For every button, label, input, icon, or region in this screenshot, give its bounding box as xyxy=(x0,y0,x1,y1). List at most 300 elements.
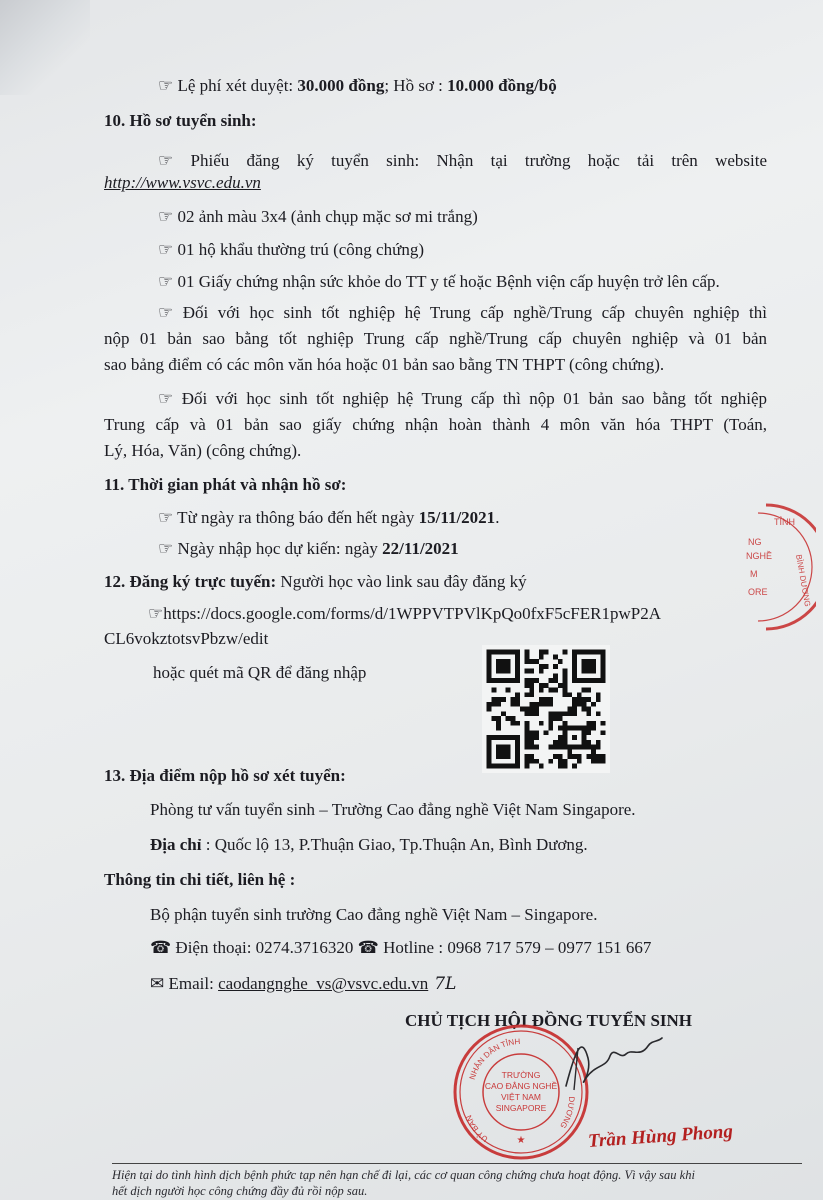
qr-module xyxy=(586,711,591,716)
qr-module xyxy=(496,749,501,754)
stamp-line-1: TRƯỜNG xyxy=(501,1070,541,1080)
sec10-item-health: ☞ 01 Giấy chứng nhận sức khỏe do TT y tế hoặc Bệnh viện cấp huyện trở lên cấp. xyxy=(158,272,720,291)
qr-module xyxy=(596,711,601,716)
contact-email-label: ✉ Email: xyxy=(150,974,219,993)
qr-module xyxy=(567,711,572,716)
qr-module xyxy=(596,759,601,764)
qr-module xyxy=(525,754,530,759)
qr-module xyxy=(525,740,530,745)
qr-module xyxy=(487,759,492,764)
qr-module xyxy=(506,664,511,669)
qr-module xyxy=(558,659,563,664)
qr-module xyxy=(529,702,534,707)
qr-module xyxy=(582,669,587,674)
qr-module xyxy=(544,683,549,688)
qr-module xyxy=(487,702,492,707)
qr-module xyxy=(553,711,558,716)
qr-module xyxy=(539,697,544,702)
qr-module xyxy=(501,678,506,683)
qr-module xyxy=(572,754,577,759)
sec11-deadline-end: . xyxy=(495,508,500,527)
section-12 xyxy=(104,572,527,592)
sec13-address xyxy=(150,835,588,855)
qr-module xyxy=(539,721,544,726)
qr-module xyxy=(539,654,544,659)
footnote-line-2: hết dịch người học công chứng đầy đủ rồi nộp sau. xyxy=(112,1184,368,1198)
qr-module xyxy=(539,650,544,655)
qr-module xyxy=(501,711,506,716)
sec10-item-intermediate-3: Lý, Hóa, Văn) (công chứng). xyxy=(104,441,302,460)
qr-module xyxy=(496,702,501,707)
qr-module xyxy=(558,683,563,688)
qr-module xyxy=(525,650,530,655)
qr-module xyxy=(515,678,520,683)
qr-module xyxy=(586,697,591,702)
qr-module xyxy=(487,650,492,655)
qr-module xyxy=(582,730,587,735)
qr-module xyxy=(582,650,587,655)
footnote-line-1: Hiện tại do tình hình dịch bệnh phức tạp nên hạn chế đi lại, các cơ quan công chứng chưa hoạt động. Vì vậy sau khi xyxy=(112,1168,695,1182)
qr-module xyxy=(586,754,591,759)
qr-module xyxy=(553,745,558,750)
qr-module xyxy=(591,726,596,731)
side-stamp-line-2: NGHỀ xyxy=(746,551,773,561)
qr-module xyxy=(491,678,496,683)
qr-module xyxy=(601,650,606,655)
qr-module xyxy=(529,759,534,764)
qr-module xyxy=(582,678,587,683)
sec10-item-form: ☞ Phiếu đăng ký tuyển sinh: Nhận tại trường hoặc tải trên website xyxy=(158,151,767,170)
qr-module xyxy=(496,754,501,759)
qr-module xyxy=(539,669,544,674)
qr-module xyxy=(577,650,582,655)
qr-module xyxy=(596,692,601,697)
section-11-title: 11. Thời gian phát và nhận hồ sơ: xyxy=(104,475,347,494)
qr-module xyxy=(534,735,539,740)
qr-module xyxy=(491,716,496,721)
qr-module xyxy=(601,664,606,669)
qr-module xyxy=(591,749,596,754)
qr-module xyxy=(601,669,606,674)
qr-module xyxy=(586,726,591,731)
qr-module xyxy=(553,664,558,669)
qr-module xyxy=(510,702,515,707)
qr-module xyxy=(558,745,563,750)
qr-module xyxy=(510,650,515,655)
qr-module xyxy=(582,688,587,693)
qr-module xyxy=(501,659,506,664)
qr-module xyxy=(582,745,587,750)
qr-module xyxy=(553,654,558,659)
qr-module xyxy=(544,730,549,735)
qr-module xyxy=(548,745,553,750)
qr-module xyxy=(534,659,539,664)
qr-module xyxy=(563,683,568,688)
qr-module xyxy=(491,697,496,702)
qr-module xyxy=(591,745,596,750)
qr-module xyxy=(529,678,534,683)
qr-module xyxy=(553,716,558,721)
qr-module xyxy=(544,702,549,707)
qr-module xyxy=(506,754,511,759)
side-stamp-right: BÌNH DƯƠNG xyxy=(794,553,813,608)
qr-module xyxy=(525,764,530,769)
qr-module xyxy=(525,721,530,726)
qr-module xyxy=(534,730,539,735)
stamp-top-arc: NHÂN DÂN TỈNH xyxy=(467,1036,521,1081)
qr-module xyxy=(487,654,492,659)
section-10-title: 10. Hồ sơ tuyển sinh: xyxy=(104,111,257,130)
qr-module xyxy=(491,650,496,655)
qr-module xyxy=(501,735,506,740)
qr-module xyxy=(487,735,492,740)
qr-module xyxy=(506,688,511,693)
qr-module xyxy=(572,664,577,669)
qr-module xyxy=(572,678,577,683)
qr-module xyxy=(563,673,568,678)
registration-link-2[interactable]: CL6vokztotsvPbzw/edit xyxy=(104,629,269,648)
qr-module xyxy=(567,754,572,759)
qr-module xyxy=(563,730,568,735)
qr-module xyxy=(548,678,553,683)
qr-module xyxy=(506,716,511,721)
qr-module xyxy=(529,683,534,688)
qr-module xyxy=(501,745,506,750)
sec11-enrollment-date: 22/11/2021 xyxy=(382,539,459,558)
fee-label: ☞ Lệ phí xét duyệt: xyxy=(158,76,298,95)
qr-module xyxy=(525,759,530,764)
fee-line xyxy=(158,76,557,96)
qr-module xyxy=(577,702,582,707)
qr-module xyxy=(591,669,596,674)
qr-module xyxy=(577,759,582,764)
qr-module xyxy=(525,745,530,750)
qr-module xyxy=(601,754,606,759)
stamp-line-4: SINGAPORE xyxy=(495,1103,547,1113)
qr-module xyxy=(567,692,572,697)
sec10-item-vocational-2: nộp 01 bản sao bằng tốt nghiệp Trung cấp nghề/Trung cấp chuyên nghiệp và 01 bản xyxy=(104,329,767,348)
qr-module xyxy=(553,740,558,745)
qr-module xyxy=(501,754,506,759)
qr-module xyxy=(548,721,553,726)
qr-module xyxy=(586,664,591,669)
qr-module xyxy=(515,721,520,726)
qr-module xyxy=(525,711,530,716)
fee-profile: 10.000 đồng/bộ xyxy=(447,76,557,95)
qr-module xyxy=(586,659,591,664)
qr-module xyxy=(577,697,582,702)
qr-module xyxy=(510,697,515,702)
qr-module xyxy=(596,754,601,759)
qr-module xyxy=(563,764,568,769)
qr-module xyxy=(558,716,563,721)
qr-module xyxy=(510,764,515,769)
signatory-name: Trần Hùng Phong xyxy=(587,1120,734,1153)
qr-module xyxy=(572,697,577,702)
stamp-line-2: CAO ĐẲNG NGHỀ xyxy=(484,1081,558,1091)
qr-module xyxy=(496,659,501,664)
qr-module xyxy=(529,745,534,750)
qr-module xyxy=(487,664,492,669)
qr-module xyxy=(515,702,520,707)
qr-module xyxy=(563,735,568,740)
qr-module xyxy=(529,740,534,745)
qr-module xyxy=(548,711,553,716)
qr-module xyxy=(572,707,577,712)
qr-module xyxy=(529,688,534,693)
qr-module xyxy=(496,716,501,721)
sec11-deadline xyxy=(158,508,499,528)
qr-module xyxy=(496,678,501,683)
qr-module xyxy=(572,673,577,678)
qr-module xyxy=(515,697,520,702)
qr-module xyxy=(558,740,563,745)
section-12-text: Người học vào link sau đây đăng ký xyxy=(276,572,527,591)
qr-module xyxy=(496,735,501,740)
qr-module xyxy=(510,678,515,683)
qr-module xyxy=(553,754,558,759)
qr-module xyxy=(506,735,511,740)
qr-module xyxy=(534,759,539,764)
qr-module xyxy=(601,654,606,659)
contact-email[interactable]: caodangnghe_vs@vsvc.edu.vn xyxy=(218,974,429,993)
qr-module xyxy=(487,659,492,664)
qr-module xyxy=(563,678,568,683)
qr-module xyxy=(553,673,558,678)
qr-module xyxy=(487,678,492,683)
signatory-title: CHỦ TỊCH HỘI ĐỒNG TUYỂN SINH xyxy=(405,1011,693,1030)
qr-module xyxy=(591,678,596,683)
qr-module xyxy=(558,764,563,769)
qr-module xyxy=(572,659,577,664)
qr-module xyxy=(525,730,530,735)
contact-email-line xyxy=(150,974,456,994)
sec11-deadline-date: 15/11/2021 xyxy=(418,508,496,527)
qr-module xyxy=(563,726,568,731)
qr-module xyxy=(491,735,496,740)
sec10-item-vocational-3: sao bảng điểm có các môn văn hóa hoặc 01 bản sao bằng TN THPT (công chứng). xyxy=(104,355,665,374)
qr-module xyxy=(501,650,506,655)
qr-module xyxy=(558,754,563,759)
qr-module xyxy=(529,669,534,674)
qr-module xyxy=(487,749,492,754)
sec11-enrollment xyxy=(158,539,459,559)
qr-module xyxy=(572,669,577,674)
qr-module xyxy=(529,707,534,712)
qr-instruction: hoặc quét mã QR để đăng nhập xyxy=(153,663,367,682)
sec10-item-vocational-1: ☞ Đối với học sinh tốt nghiệp hệ Trung cấp nghề/Trung cấp chuyên nghiệp thì xyxy=(158,303,767,322)
qr-module xyxy=(586,669,591,674)
qr-module xyxy=(491,702,496,707)
qr-module xyxy=(525,659,530,664)
qr-module xyxy=(487,740,492,745)
qr-module xyxy=(525,735,530,740)
qr-module xyxy=(586,745,591,750)
qr-module xyxy=(596,678,601,683)
qr-module xyxy=(525,678,530,683)
qr-module xyxy=(491,688,496,693)
registration-link-1[interactable]: ☞https://docs.google.com/forms/d/1WPPVTPVlKpQo0fxF5cFER1pwP2A xyxy=(148,604,661,623)
qr-module xyxy=(563,692,568,697)
qr-module xyxy=(529,711,534,716)
side-stamp-line-3: M xyxy=(750,569,758,579)
qr-module xyxy=(572,735,577,740)
page-fold-shadow xyxy=(0,0,90,95)
qr-module xyxy=(567,745,572,750)
qr-module xyxy=(515,754,520,759)
fee-amount: 30.000 đồng xyxy=(297,76,385,95)
qr-module xyxy=(586,688,591,693)
qr-module xyxy=(601,721,606,726)
sec13-office: Phòng tư vấn tuyển sinh – Trường Cao đẳng nghề Việt Nam Singapore. xyxy=(150,800,636,819)
qr-module xyxy=(572,654,577,659)
qr-module xyxy=(572,764,577,769)
footnote xyxy=(112,1163,802,1199)
qr-module xyxy=(539,683,544,688)
handwritten-initials: 7L xyxy=(434,974,457,994)
qr-module xyxy=(582,697,587,702)
qr-module xyxy=(506,764,511,769)
qr-module xyxy=(501,749,506,754)
qr-module xyxy=(591,664,596,669)
qr-module xyxy=(525,669,530,674)
qr-module xyxy=(558,726,563,731)
contact-phone: ☎ Điện thoại: 0274.3716320 ☎ Hotline : 0968 717 579 – 0977 151 667 xyxy=(150,938,652,957)
qr-module xyxy=(525,654,530,659)
qr-module xyxy=(582,726,587,731)
qr-module xyxy=(506,659,511,664)
sec10-item-household: ☞ 01 hộ khẩu thường trú (công chứng) xyxy=(158,240,424,259)
stamp-star-icon: ★ xyxy=(516,1135,526,1146)
qr-module xyxy=(539,688,544,693)
qr-module xyxy=(544,650,549,655)
qr-module xyxy=(539,702,544,707)
qr-module xyxy=(572,745,577,750)
qr-module xyxy=(586,707,591,712)
qr-module xyxy=(534,678,539,683)
qr-module xyxy=(525,707,530,712)
qr-module xyxy=(515,735,520,740)
qr-module xyxy=(601,678,606,683)
qr-module xyxy=(567,707,572,712)
qr-module xyxy=(544,697,549,702)
section-12-title: 12. Đăng ký trực tuyến: xyxy=(104,572,277,591)
qr-module xyxy=(510,735,515,740)
qr-module xyxy=(563,688,568,693)
qr-module xyxy=(567,726,572,731)
qr-module xyxy=(572,711,577,716)
stamp-line-3: VIỆT NAM xyxy=(501,1092,541,1102)
qr-module xyxy=(496,669,501,674)
qr-module xyxy=(553,688,558,693)
qr-module xyxy=(529,659,534,664)
qr-module xyxy=(496,650,501,655)
qr-module xyxy=(591,650,596,655)
qr-module xyxy=(496,745,501,750)
qr-module xyxy=(563,745,568,750)
sec10-item-intermediate-2: Trung cấp và 01 bản sao giấy chứng nhận hoàn thành 4 môn văn hóa THPT (Toán, xyxy=(104,415,767,434)
qr-module xyxy=(601,659,606,664)
qr-module xyxy=(487,764,492,769)
qr-module xyxy=(515,654,520,659)
qr-module xyxy=(525,726,530,731)
qr-module xyxy=(487,754,492,759)
qr-module xyxy=(601,673,606,678)
qr-module xyxy=(525,692,530,697)
qr-module xyxy=(539,664,544,669)
qr-module xyxy=(501,664,506,669)
qr-module xyxy=(491,764,496,769)
qr-module xyxy=(553,678,558,683)
qr-module xyxy=(563,740,568,745)
qr-module xyxy=(515,745,520,750)
qr-module xyxy=(496,697,501,702)
sec10-item-photo: ☞ 02 ảnh màu 3x4 (ảnh chụp mặc sơ mi trắng) xyxy=(158,207,478,226)
qr-module xyxy=(572,702,577,707)
qr-module xyxy=(596,740,601,745)
qr-module xyxy=(515,692,520,697)
qr-module xyxy=(529,735,534,740)
qr-module xyxy=(591,721,596,726)
qr-module xyxy=(577,726,582,731)
qr-module xyxy=(558,735,563,740)
qr-module xyxy=(582,707,587,712)
section-13-title: 13. Địa điểm nộp hồ sơ xét tuyển: xyxy=(104,766,346,785)
side-stamp-line-4: ORE xyxy=(748,587,768,597)
qr-module xyxy=(529,730,534,735)
qr-module xyxy=(515,740,520,745)
qr-module xyxy=(577,745,582,750)
sec10-item-intermediate-1: ☞ Đối với học sinh tốt nghiệp hệ Trung cấp thì nộp 01 bản sao bằng tốt nghiệp xyxy=(158,389,767,408)
qr-module xyxy=(515,664,520,669)
qr-module xyxy=(496,726,501,731)
qr-module xyxy=(582,735,587,740)
qr-module xyxy=(577,678,582,683)
qr-module xyxy=(586,740,591,745)
qr-module xyxy=(582,740,587,745)
qr-module xyxy=(529,754,534,759)
qr-module xyxy=(534,745,539,750)
qr-module xyxy=(515,650,520,655)
stamp-left-arc: UỶ BAN xyxy=(464,1113,490,1144)
sec11-deadline-label: ☞ Từ ngày ra thông báo đến hết ngày xyxy=(158,508,419,527)
qr-module xyxy=(591,759,596,764)
qr-code[interactable] xyxy=(482,645,610,773)
qr-module xyxy=(563,721,568,726)
qr-module xyxy=(548,716,553,721)
qr-module xyxy=(586,650,591,655)
qr-module xyxy=(496,664,501,669)
qr-module xyxy=(572,726,577,731)
qr-module xyxy=(591,702,596,707)
qr-module xyxy=(534,707,539,712)
qr-module xyxy=(510,721,515,726)
qr-module xyxy=(515,659,520,664)
qr-module xyxy=(582,664,587,669)
qr-module xyxy=(487,673,492,678)
qr-module xyxy=(591,754,596,759)
qr-module xyxy=(534,702,539,707)
qr-module xyxy=(563,711,568,716)
sec11-enrollment-label: ☞ Ngày nhập học dự kiến: ngày xyxy=(158,539,383,558)
qr-module xyxy=(548,697,553,702)
qr-module xyxy=(577,692,582,697)
qr-module xyxy=(534,711,539,716)
signature-scribble xyxy=(548,1028,668,1098)
side-stamp xyxy=(736,497,816,637)
website-link[interactable]: http://www.vsvc.edu.vn xyxy=(104,173,261,192)
qr-module xyxy=(586,678,591,683)
